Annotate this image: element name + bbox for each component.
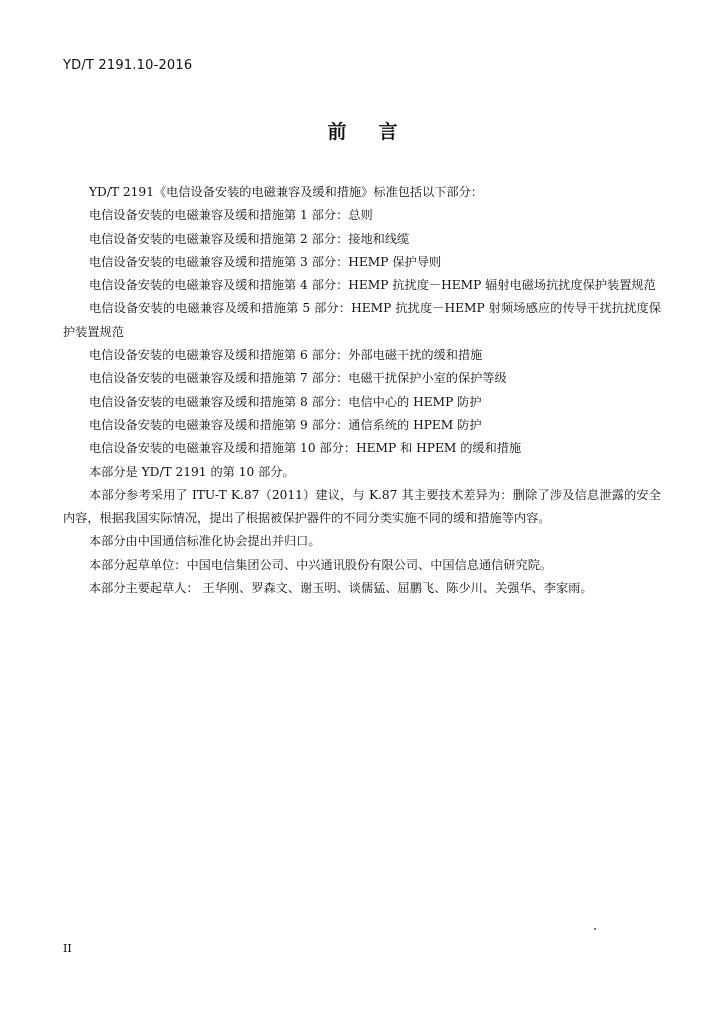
scan-dot (594, 928, 596, 930)
part-2-item: 电信设备安装的电磁兼容及缓和措施第 2 部分：接地和线缆 (89, 231, 410, 246)
proposer-statement: 本部分由中国通信标准化协会提出并归口。 (89, 534, 321, 549)
part-7-item: 电信设备安装的电磁兼容及缓和措施第 7 部分：电磁干扰保护小室的保护等级 (89, 371, 507, 386)
drafters: 本部分主要起草人： 王华刚、罗森文、谢玉明、谈儒猛、屈鹏飞、陈少川、关强华、李家雨。 (89, 581, 593, 596)
page-title: 前言 (327, 121, 430, 143)
standard-code-header: YD/T 2191.10-2016 (63, 58, 193, 73)
drafting-units: 本部分起草单位：中国电信集团公司、中兴通讯股份有限公司、中国信息通信研究院。 (89, 557, 553, 572)
part-1-item: 电信设备安装的电磁兼容及缓和措施第 1 部分：总则 (89, 208, 373, 223)
part-number-statement: 本部分是 YD/T 2191 的第 10 部分。 (89, 464, 295, 479)
part-8-item: 电信设备安装的电磁兼容及缓和措施第 8 部分：电信中心的 HEMP 防护 (89, 394, 482, 409)
part-3-item: 电信设备安装的电磁兼容及缓和措施第 3 部分：HEMP 保护导则 (89, 254, 442, 269)
page-number: II (63, 942, 72, 955)
foreword-body (63, 181, 661, 600)
intro-paragraph: YD/T 2191《电信设备安装的电磁兼容及缓和措施》标准包括以下部分： (89, 185, 484, 199)
part-5-item: 电信设备安装的电磁兼容及缓和措施第 5 部分：HEMP 抗扰度－HEMP 射频场感应的传导干扰抗扰度保护装置规范 (63, 301, 661, 339)
part-4-item: 电信设备安装的电磁兼容及缓和措施第 4 部分：HEMP 抗扰度－HEMP 辐射电磁场抗扰度保护装置规范 (89, 278, 656, 293)
reference-statement: 本部分参考采用了 ITU-T K.87（2011）建议，与 K.87 其主要技术差异为：删除了涉及信息泄露的安全内容，根据我国实际情况，提出了根据被保护器件的不同分类实施不同的缓和措施等内容。 (63, 487, 661, 526)
part-10-item: 电信设备安装的电磁兼容及缓和措施第 10 部分：HEMP 和 HPEM 的缓和措施 (89, 441, 522, 456)
part-6-item: 电信设备安装的电磁兼容及缓和措施第 6 部分：外部电磁干扰的缓和措施 (89, 348, 483, 363)
part-9-item: 电信设备安装的电磁兼容及缓和措施第 9 部分：通信系统的 HPEM 防护 (89, 417, 482, 432)
